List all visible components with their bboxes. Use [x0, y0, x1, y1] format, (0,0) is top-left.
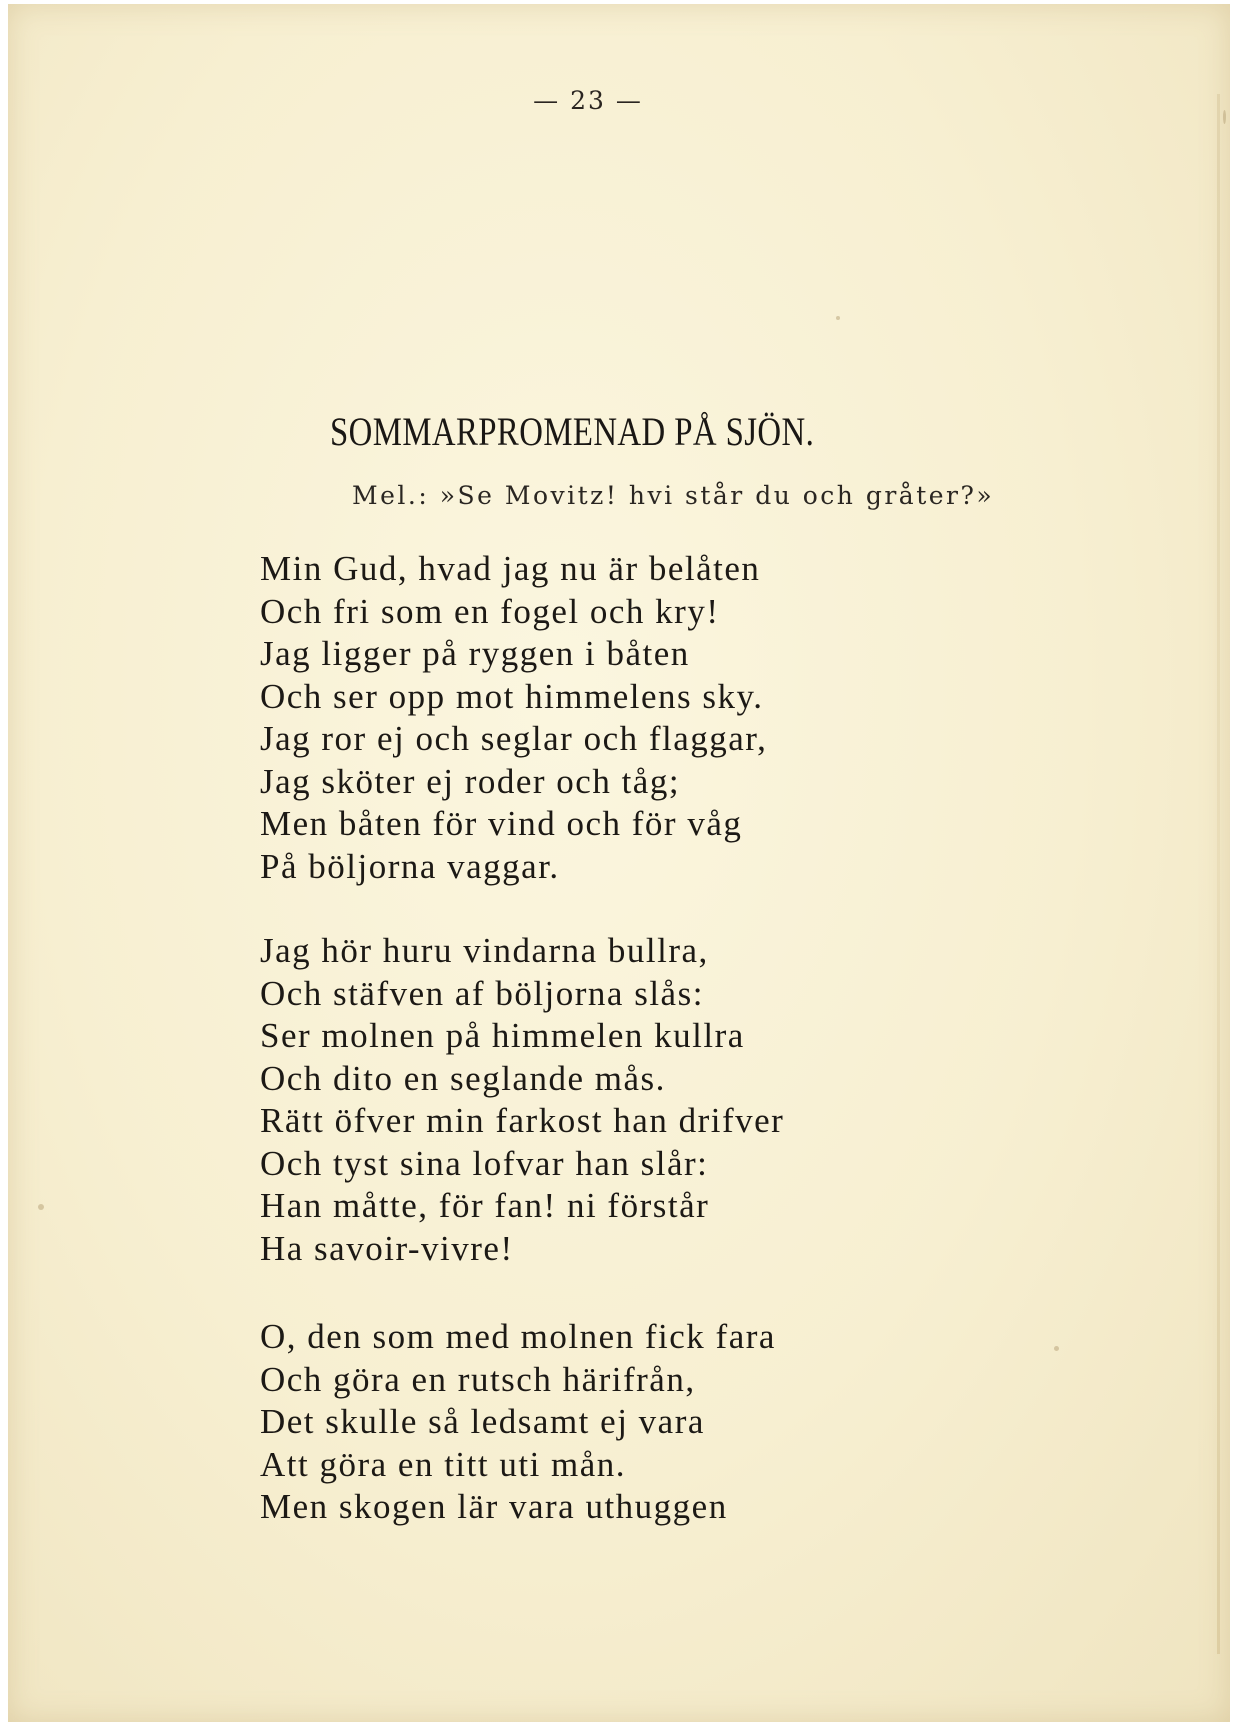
verse-line: Jag sköter ej roder och tåg; — [260, 761, 681, 801]
verse-line: Och stäfven af böljorna slås: — [260, 973, 704, 1013]
verse-line: Men båten för vind och för våg — [260, 804, 743, 843]
verse-line: Jag ligger på ryggen i båten — [260, 634, 690, 673]
verse-line: På böljorna vaggar. — [260, 846, 560, 886]
stanza-1 — [260, 548, 767, 888]
verse-line: Men skogen lär vara uthuggen — [260, 1487, 728, 1526]
melody-note: Mel.: »Se Movitz! hvi står du och gråter?» — [352, 481, 995, 510]
page-edge — [1217, 94, 1220, 1654]
verse-line: Jag ror ej och seglar och flaggar, — [260, 719, 768, 758]
verse-line: Ha savoir-vivre! — [260, 1228, 514, 1268]
book-page — [8, 4, 1230, 1722]
verse-line: Han måtte, för fan! ni förstår — [260, 1186, 710, 1225]
verse-line: Och fri som en fogel och kry! — [260, 591, 720, 631]
verse-line: Och tyst sina lofvar han slår: — [260, 1143, 709, 1183]
verse-line: Det skulle så ledsamt ej vara — [260, 1402, 705, 1441]
verse-line: Min Gud, hvad jag nu är belåten — [260, 549, 761, 588]
poem-title: SOMMARPROMENAD PÅ SJÖN. — [330, 409, 815, 454]
verse-line: Att göra en titt uti mån. — [260, 1444, 627, 1484]
paper-speck — [1054, 1346, 1059, 1351]
verse-line: Jag hör huru vindarna bullra, — [260, 931, 709, 970]
verse-line: Och göra en rutsch härifrån, — [260, 1359, 696, 1399]
paper-speck — [38, 1204, 44, 1210]
verse-line: Ser molnen på himmelen kullra — [260, 1016, 745, 1055]
verse-line: Rätt öfver min farkost han drifver — [260, 1101, 785, 1140]
verse-line: Och ser opp mot himmelens sky. — [260, 676, 764, 716]
verse-line: O, den som med molnen fick fara — [260, 1317, 776, 1356]
paper-speck — [836, 316, 840, 320]
stanza-3 — [260, 1316, 776, 1529]
page-number: — 23 — — [533, 86, 643, 115]
paper-speck — [1223, 110, 1226, 124]
stanza-2 — [260, 930, 784, 1270]
verse-line: Och dito en seglande mås. — [260, 1058, 666, 1098]
